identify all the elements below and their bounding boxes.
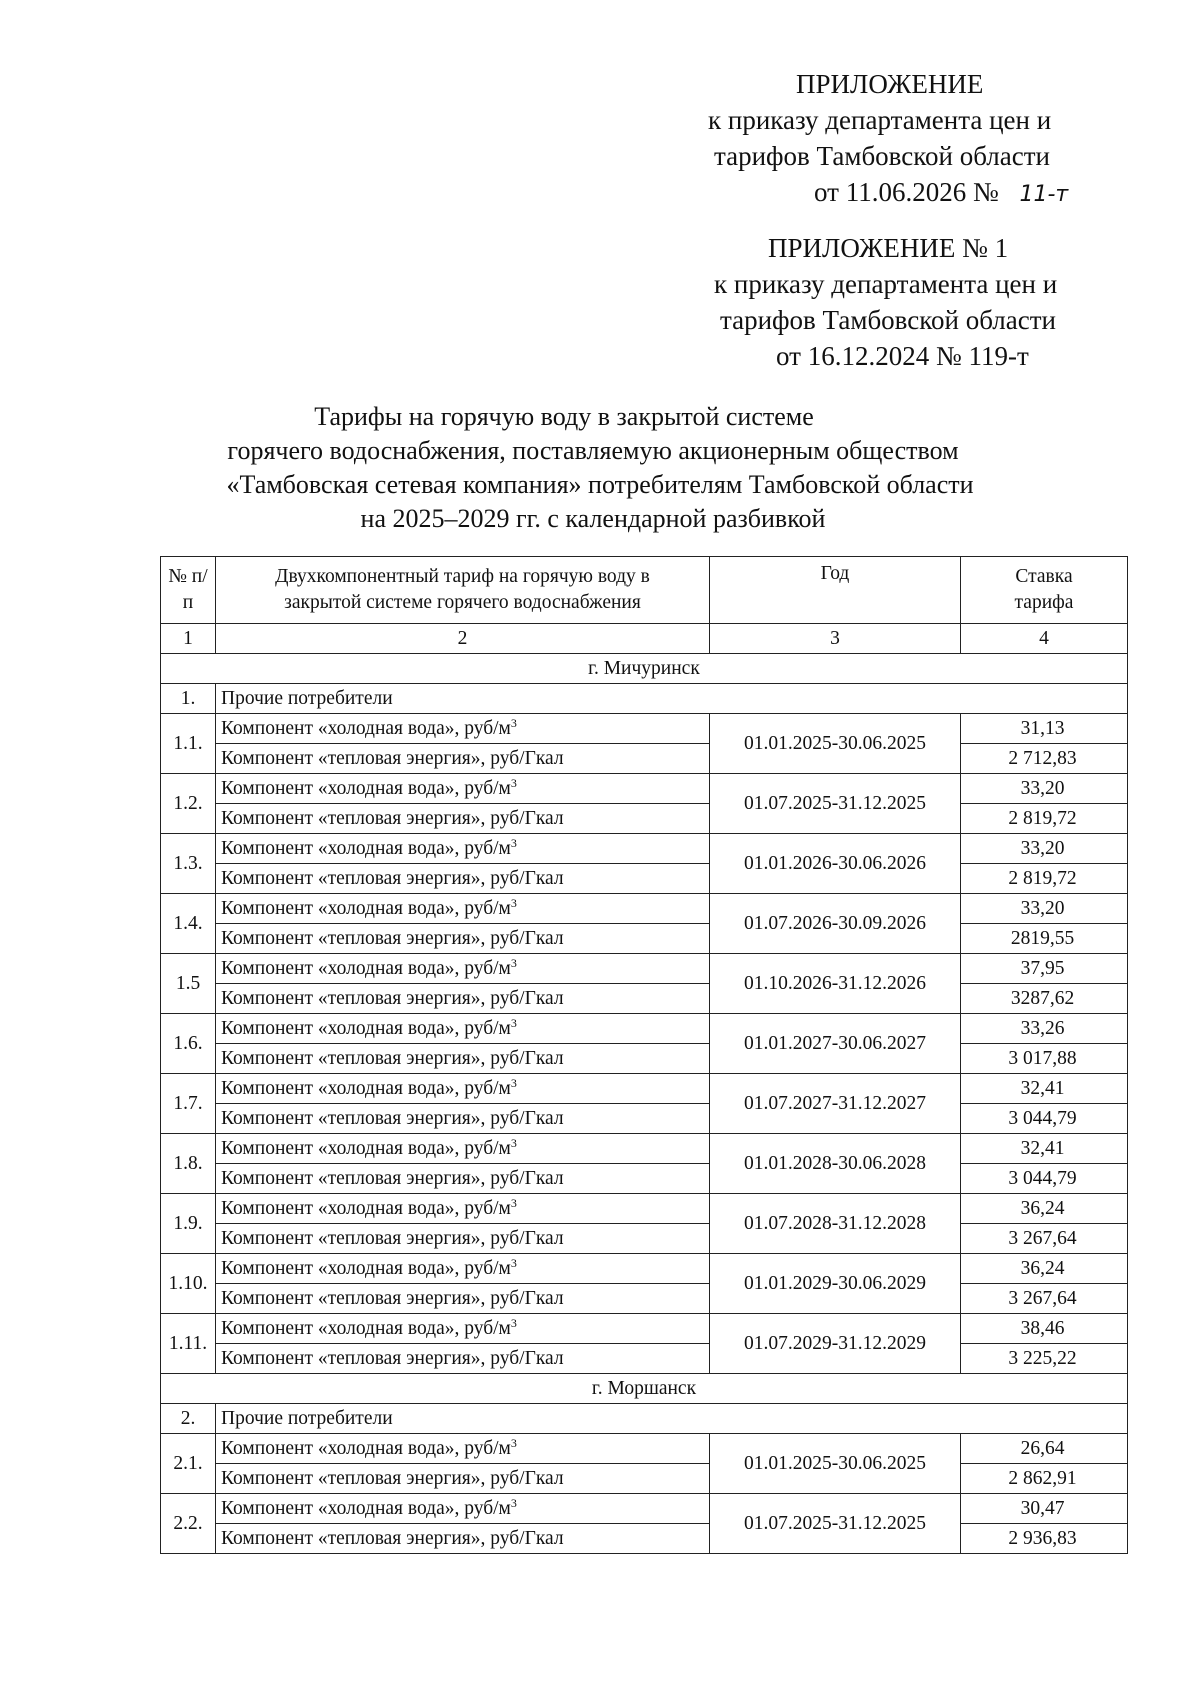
- rate-heat-energy: 2 712,83: [961, 744, 1128, 774]
- component-cold-water: [216, 774, 710, 804]
- rate-cold-water: 36,24: [961, 1254, 1128, 1284]
- unit-superscript: 3: [510, 715, 517, 730]
- table-row: [161, 1464, 1128, 1494]
- table-row: [161, 804, 1128, 834]
- col-number: 4: [961, 624, 1128, 654]
- component-heat-energy: Компонент «тепловая энергия», руб/Гкал: [216, 1104, 710, 1134]
- component-cold-label: Компонент «холодная вода», руб/м: [221, 957, 511, 979]
- row-number: 1.3.: [161, 834, 216, 894]
- component-cold-label: Компонент «холодная вода», руб/м: [221, 1017, 511, 1039]
- component-heat-energy: Компонент «тепловая энергия», руб/Гкал: [216, 1524, 710, 1554]
- component-cold-label: Компонент «холодная вода», руб/м: [221, 1077, 511, 1099]
- title-line: на 2025–2029 гг. с календарной разбивкой: [360, 504, 826, 533]
- component-cold-water: [216, 1194, 710, 1224]
- table-row: [161, 894, 1128, 924]
- table-row: [161, 834, 1128, 864]
- handwritten-order-number: 11-т: [1019, 182, 1069, 207]
- appendix-line: тарифов Тамбовской области: [714, 141, 1050, 171]
- table-row: [161, 1044, 1128, 1074]
- rate-heat-energy: 3 267,64: [961, 1224, 1128, 1254]
- component-cold-water: [216, 1014, 710, 1044]
- table-row: [161, 1164, 1128, 1194]
- rate-heat-energy: 2 819,72: [961, 864, 1128, 894]
- component-cold-water: [216, 834, 710, 864]
- unit-superscript: 3: [510, 835, 517, 850]
- table-row: [161, 1254, 1128, 1284]
- table-header-row: [161, 557, 1128, 624]
- unit-superscript: 3: [510, 1255, 517, 1270]
- order-date: от 11.06.2026 №: [814, 177, 999, 207]
- rate-heat-energy: 2 819,72: [961, 804, 1128, 834]
- header-appendix-1: [700, 230, 1120, 374]
- period: 01.01.2025-30.06.2025: [710, 1434, 961, 1494]
- order-date-line: [700, 174, 1120, 213]
- component-heat-energy: Компонент «тепловая энергия», руб/Гкал: [216, 984, 710, 1014]
- component-cold-label: Компонент «холодная вода», руб/м: [221, 1137, 511, 1159]
- unit-superscript: 3: [510, 775, 517, 790]
- table-row: [161, 714, 1128, 744]
- table-row: [161, 864, 1128, 894]
- rate-heat-energy: 3 267,64: [961, 1284, 1128, 1314]
- component-heat-energy: Компонент «тепловая энергия», руб/Гкал: [216, 924, 710, 954]
- tariff-table: [160, 556, 1128, 1554]
- unit-superscript: 3: [510, 955, 517, 970]
- row-number: 1.11.: [161, 1314, 216, 1374]
- rate-cold-water: 38,46: [961, 1314, 1128, 1344]
- table-row: [161, 1134, 1128, 1164]
- group-row: [161, 1404, 1128, 1434]
- row-number: 2.2.: [161, 1494, 216, 1554]
- rate-cold-water: 33,20: [961, 774, 1128, 804]
- table-row: [161, 1104, 1128, 1134]
- title-line: горячего водоснабжения, поставляемую акционерным обществом: [227, 436, 959, 465]
- unit-superscript: 3: [510, 1015, 517, 1030]
- component-cold-label: Компонент «холодная вода», руб/м: [221, 777, 511, 799]
- component-heat-energy: Компонент «тепловая энергия», руб/Гкал: [216, 1164, 710, 1194]
- city-name: г. Мичуринск: [161, 654, 1128, 684]
- component-heat-energy: Компонент «тепловая энергия», руб/Гкал: [216, 1044, 710, 1074]
- table-body: [161, 654, 1128, 1554]
- rate-heat-energy: 3 044,79: [961, 1164, 1128, 1194]
- table-row: [161, 1194, 1128, 1224]
- component-heat-energy: Компонент «тепловая энергия», руб/Гкал: [216, 1224, 710, 1254]
- table-row: [161, 1524, 1128, 1554]
- period: 01.07.2025-31.12.2025: [710, 1494, 961, 1554]
- unit-superscript: 3: [510, 1435, 517, 1450]
- rate-heat-energy: 3287,62: [961, 984, 1128, 1014]
- appendix-line: к приказу департамента цен и: [708, 105, 1052, 135]
- table-row: [161, 1314, 1128, 1344]
- component-cold-label: Компонент «холодная вода», руб/м: [221, 1437, 511, 1459]
- col-number: 2: [216, 624, 710, 654]
- row-number: 1.4.: [161, 894, 216, 954]
- group-label: Прочие потребители: [216, 684, 1128, 714]
- component-cold-water: [216, 714, 710, 744]
- component-cold-label: Компонент «холодная вода», руб/м: [221, 717, 511, 739]
- unit-superscript: 3: [510, 1315, 517, 1330]
- unit-superscript: 3: [510, 1495, 517, 1510]
- title-line: «Тамбовская сетевая компания» потребителям Тамбовской области: [226, 470, 974, 499]
- component-heat-energy: Компонент «тепловая энергия», руб/Гкал: [216, 1284, 710, 1314]
- rate-heat-energy: 2819,55: [961, 924, 1128, 954]
- header-appendix: [700, 66, 1120, 213]
- rate-cold-water: 33,26: [961, 1014, 1128, 1044]
- period: 01.07.2029-31.12.2029: [710, 1314, 961, 1374]
- row-number: 1.9.: [161, 1194, 216, 1254]
- component-cold-water: [216, 1254, 710, 1284]
- order-date-line: от 16.12.2024 № 119-т: [776, 341, 1029, 371]
- rate-heat-energy: 2 862,91: [961, 1464, 1128, 1494]
- table-row: [161, 1224, 1128, 1254]
- rate-cold-water: 26,64: [961, 1434, 1128, 1464]
- rate-heat-energy: 3 225,22: [961, 1344, 1128, 1374]
- period: 01.07.2026-30.09.2026: [710, 894, 961, 954]
- period: 01.10.2026-31.12.2026: [710, 954, 961, 1014]
- component-cold-label: Компонент «холодная вода», руб/м: [221, 1257, 511, 1279]
- rate-cold-water: 33,20: [961, 894, 1128, 924]
- table-row: [161, 1284, 1128, 1314]
- row-number: 1.1.: [161, 714, 216, 774]
- component-cold-water: [216, 1314, 710, 1344]
- table-row: [161, 1074, 1128, 1104]
- appendix-line: тарифов Тамбовской области: [720, 305, 1056, 335]
- rate-cold-water: 37,95: [961, 954, 1128, 984]
- rate-cold-water: 30,47: [961, 1494, 1128, 1524]
- component-cold-label: Компонент «холодная вода», руб/м: [221, 1317, 511, 1339]
- title-line: Тарифы на горячую воду в закрытой системе: [314, 402, 814, 431]
- col-number: 3: [710, 624, 961, 654]
- group-row: [161, 684, 1128, 714]
- component-cold-label: Компонент «холодная вода», руб/м: [221, 1197, 511, 1219]
- component-cold-water: [216, 1434, 710, 1464]
- header-tariff: Двухкомпонентный тариф на горячую воду в закрытой системе горячего водоснабжения: [216, 557, 710, 624]
- header-rate: Ставка тарифа: [961, 557, 1128, 624]
- rate-heat-energy: 3 044,79: [961, 1104, 1128, 1134]
- group-number: 1.: [161, 684, 216, 714]
- rate-heat-energy: 2 936,83: [961, 1524, 1128, 1554]
- appendix-title: ПРИЛОЖЕНИЕ: [796, 69, 984, 99]
- component-cold-label: Компонент «холодная вода», руб/м: [221, 837, 511, 859]
- period: 01.07.2025-31.12.2025: [710, 774, 961, 834]
- component-cold-water: [216, 1494, 710, 1524]
- row-number: 1.2.: [161, 774, 216, 834]
- component-cold-water: [216, 894, 710, 924]
- unit-superscript: 3: [510, 1075, 517, 1090]
- table-row: [161, 1014, 1128, 1044]
- component-heat-energy: Компонент «тепловая энергия», руб/Гкал: [216, 1464, 710, 1494]
- component-cold-label: Компонент «холодная вода», руб/м: [221, 897, 511, 919]
- rate-heat-energy: 3 017,88: [961, 1044, 1128, 1074]
- component-heat-energy: Компонент «тепловая энергия», руб/Гкал: [216, 1344, 710, 1374]
- header-num: № п/п: [161, 557, 216, 624]
- table-row: [161, 744, 1128, 774]
- component-heat-energy: Компонент «тепловая энергия», руб/Гкал: [216, 744, 710, 774]
- period: 01.01.2026-30.06.2026: [710, 834, 961, 894]
- row-number: 2.1.: [161, 1434, 216, 1494]
- col-number: 1: [161, 624, 216, 654]
- rate-cold-water: 33,20: [961, 834, 1128, 864]
- table-row: [161, 1344, 1128, 1374]
- document-title: [0, 400, 1200, 536]
- period: 01.07.2028-31.12.2028: [710, 1194, 961, 1254]
- component-cold-water: [216, 954, 710, 984]
- rate-cold-water: 36,24: [961, 1194, 1128, 1224]
- period: 01.01.2029-30.06.2029: [710, 1254, 961, 1314]
- component-cold-water: [216, 1074, 710, 1104]
- component-cold-water: [216, 1134, 710, 1164]
- row-number: 1.7.: [161, 1074, 216, 1134]
- row-number: 1.5: [161, 954, 216, 1014]
- row-number: 1.6.: [161, 1014, 216, 1074]
- table-row: [161, 924, 1128, 954]
- row-number: 1.8.: [161, 1134, 216, 1194]
- period: 01.07.2027-31.12.2027: [710, 1074, 961, 1134]
- component-cold-label: Компонент «холодная вода», руб/м: [221, 1497, 511, 1519]
- unit-superscript: 3: [510, 1195, 517, 1210]
- header-year: Год: [710, 557, 961, 624]
- group-label: Прочие потребители: [216, 1404, 1128, 1434]
- group-number: 2.: [161, 1404, 216, 1434]
- city-name: г. Моршанск: [161, 1374, 1128, 1404]
- period: 01.01.2028-30.06.2028: [710, 1134, 961, 1194]
- rate-cold-water: 32,41: [961, 1074, 1128, 1104]
- table-row: [161, 774, 1128, 804]
- city-row: [161, 1374, 1128, 1404]
- column-numbers-row: [161, 624, 1128, 654]
- city-row: [161, 654, 1128, 684]
- rate-cold-water: 32,41: [961, 1134, 1128, 1164]
- table-row: [161, 954, 1128, 984]
- period: 01.01.2025-30.06.2025: [710, 714, 961, 774]
- appendix-title: ПРИЛОЖЕНИЕ № 1: [768, 233, 1009, 263]
- component-heat-energy: Компонент «тепловая энергия», руб/Гкал: [216, 804, 710, 834]
- unit-superscript: 3: [510, 1135, 517, 1150]
- appendix-line: к приказу департамента цен и: [714, 269, 1058, 299]
- table-row: [161, 1434, 1128, 1464]
- component-heat-energy: Компонент «тепловая энергия», руб/Гкал: [216, 864, 710, 894]
- rate-cold-water: 31,13: [961, 714, 1128, 744]
- period: 01.01.2027-30.06.2027: [710, 1014, 961, 1074]
- unit-superscript: 3: [510, 895, 517, 910]
- row-number: 1.10.: [161, 1254, 216, 1314]
- table-row: [161, 984, 1128, 1014]
- table-row: [161, 1494, 1128, 1524]
